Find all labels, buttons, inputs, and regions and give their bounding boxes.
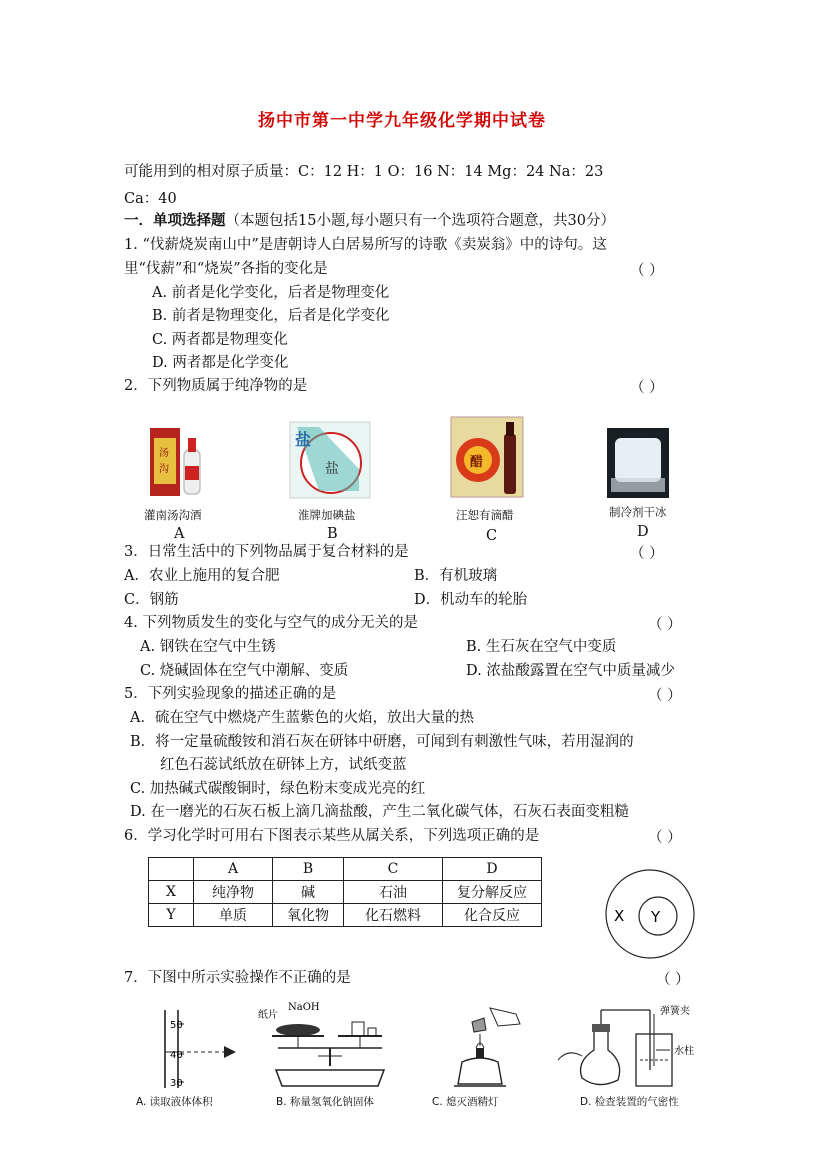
q7-stem: 7．下图中所示实验操作不正确的是 — [124, 970, 351, 986]
q2-caption-b: 淮牌加碘盐 — [298, 508, 356, 522]
q1-option-c: C. 两者都是物理变化 — [152, 332, 288, 348]
table-cell: B — [273, 858, 344, 881]
svg-text:汤: 汤 — [159, 448, 169, 459]
q1-option-b: B. 前者是物理变化，后者是化学变化 — [152, 308, 390, 324]
table-cell: 复分解反应 — [443, 881, 542, 904]
table-cell — [149, 858, 194, 881]
q5-option-c: C. 加热碱式碳酸铜时，绿色粉末变成光亮的红 — [130, 781, 426, 797]
section-note: （本题包括15小题,每小题只有一个选项符合题意，共30分） — [225, 213, 616, 229]
q4-option-a: A. 钢铁在空气中生锈 — [140, 639, 276, 655]
q3-option-b: B．有机玻璃 — [414, 568, 498, 584]
q7-answer-paren: （ ） — [656, 972, 690, 988]
svg-text:沟: 沟 — [159, 464, 169, 475]
q2-caption-d: 制冷剂干冰 — [609, 505, 667, 519]
q2-caption-c: 汪恕有滴醋 — [456, 508, 514, 522]
q2-stem: 2．下列物质属于纯净物的是 — [124, 378, 308, 394]
q4-option-d: D. 浓盐酸露置在空气中质量减少 — [466, 663, 675, 679]
q6-venn-diagram — [596, 868, 706, 960]
q2-letter-a: A — [174, 526, 185, 542]
q2-caption-a: 灌南汤沟酒 — [144, 508, 202, 522]
atomic-mass-line-1: 可能用到的相对原子质量：C：12 H：1 O：16 N：14 Mg：24 Na：23 — [124, 164, 604, 180]
tick-label-40: 40 — [170, 1050, 183, 1061]
q5-stem: 5．下列实验现象的描述正确的是 — [124, 686, 337, 702]
q5-option-d: D. 在一磨光的石灰石板上滴几滴盐酸，产生二氧化碳气体，石灰石表面变粗糙 — [130, 804, 629, 820]
q3-stem: 3．日常生活中的下列物品属于复合材料的是 — [124, 544, 409, 560]
page-title: 扬中市第一中学九年级化学期中试卷 — [258, 111, 546, 131]
q6-relation-table — [148, 857, 542, 927]
q5-option-b-line2: 红色石蕊试纸放在研钵上方，试纸变蓝 — [160, 757, 407, 773]
q5-option-a: A．硫在空气中燃烧产生蓝紫色的火焰，放出大量的热 — [130, 710, 474, 726]
atomic-mass-line-2: Ca：40 — [124, 191, 177, 207]
svg-text:盐: 盐 — [325, 461, 339, 477]
q5-option-b-line1: B．将一定量硫酸铵和消石灰在研钵中研磨，可闻到有刺激性气味，若用湿润的 — [130, 734, 634, 750]
balance-figure — [258, 1000, 398, 1092]
airtight-check-figure — [558, 1000, 718, 1092]
q6-stem: 6．学习化学时可用右下图表示某些从属关系，下列选项正确的是 — [124, 828, 540, 844]
q3-option-a: A．农业上施用的复合肥 — [124, 568, 280, 584]
table-row — [149, 904, 542, 927]
paper-label: 纸片 — [258, 1010, 278, 1021]
q7-caption-a: A. 读取液体体积 — [136, 1096, 213, 1108]
table-header-row — [149, 858, 542, 881]
table-cell: A — [194, 858, 273, 881]
q2-answer-paren: （ ） — [630, 380, 664, 396]
q7-caption-d: D. 检查装置的气密性 — [580, 1096, 679, 1108]
table-cell: 化石燃料 — [344, 904, 443, 927]
vinegar-box-image — [450, 416, 524, 498]
q2-letter-c: C — [486, 528, 498, 544]
eye-icon — [224, 1046, 236, 1058]
clamp-label: 弹簧夹 — [660, 1006, 690, 1017]
tick-label-30: 30 — [170, 1078, 183, 1089]
dry-ice-image — [607, 428, 669, 498]
liquor-bottle-image — [148, 420, 204, 500]
table-cell: D — [443, 858, 542, 881]
tick-label-50: 50 — [170, 1020, 183, 1031]
q5-answer-paren: （ ） — [648, 688, 682, 704]
q4-answer-paren: （ ） — [648, 617, 682, 633]
q1-stem-line1: 1. “伐薪烧炭南山中”是唐朝诗人白居易所写的诗歌《卖炭翁》中的诗句。这 — [124, 237, 607, 253]
graduated-cylinder-figure — [140, 1004, 250, 1094]
q6-answer-paren: （ ） — [648, 830, 682, 846]
salt-package-image — [289, 421, 371, 499]
table-cell: 碱 — [273, 881, 344, 904]
q3-answer-paren: （ ） — [630, 546, 664, 562]
table-cell: 化合反应 — [443, 904, 542, 927]
q1-option-d: D. 两者都是化学变化 — [152, 355, 289, 371]
q2-letter-b: B — [327, 526, 338, 542]
q4-option-c: C. 烧碱固体在空气中潮解、变质 — [140, 663, 349, 679]
table-row — [149, 881, 542, 904]
section-heading — [124, 211, 615, 231]
q3-option-c: C．钢筋 — [124, 592, 179, 608]
table-cell: X — [149, 881, 194, 904]
q3-option-d: D．机动车的轮胎 — [414, 592, 528, 608]
q1-answer-paren: （ ） — [630, 263, 664, 279]
svg-text:盐: 盐 — [295, 430, 312, 449]
table-cell: 氧化物 — [273, 904, 344, 927]
table-cell: C — [344, 858, 443, 881]
table-cell: 纯净物 — [194, 881, 273, 904]
table-cell: 单质 — [194, 904, 273, 927]
q7-caption-c: C. 熄灭酒精灯 — [432, 1096, 499, 1108]
alcohol-lamp-figure — [440, 1004, 530, 1094]
q4-option-b: B. 生石灰在空气中变质 — [466, 639, 617, 655]
q1-option-a: A. 前者是化学变化，后者是物理变化 — [152, 285, 390, 301]
naoh-label: NaOH — [288, 1002, 320, 1013]
table-cell: 石油 — [344, 881, 443, 904]
q1-stem-line2: 里“伐薪”和“烧炭”各指的变化是 — [124, 261, 328, 277]
venn-label-x: X — [614, 907, 625, 925]
q7-caption-b: B. 称量氢氧化钠固体 — [276, 1096, 374, 1108]
q4-stem: 4. 下列物质发生的变化与空气的成分无关的是 — [124, 615, 418, 631]
svg-text:醋: 醋 — [470, 455, 484, 470]
venn-label-y: Y — [651, 908, 661, 926]
section-title: 一．单项选择题 — [124, 212, 226, 229]
q2-letter-d: D — [637, 524, 649, 540]
water-column-label: 水柱 — [674, 1046, 694, 1057]
table-cell: Y — [149, 904, 194, 927]
